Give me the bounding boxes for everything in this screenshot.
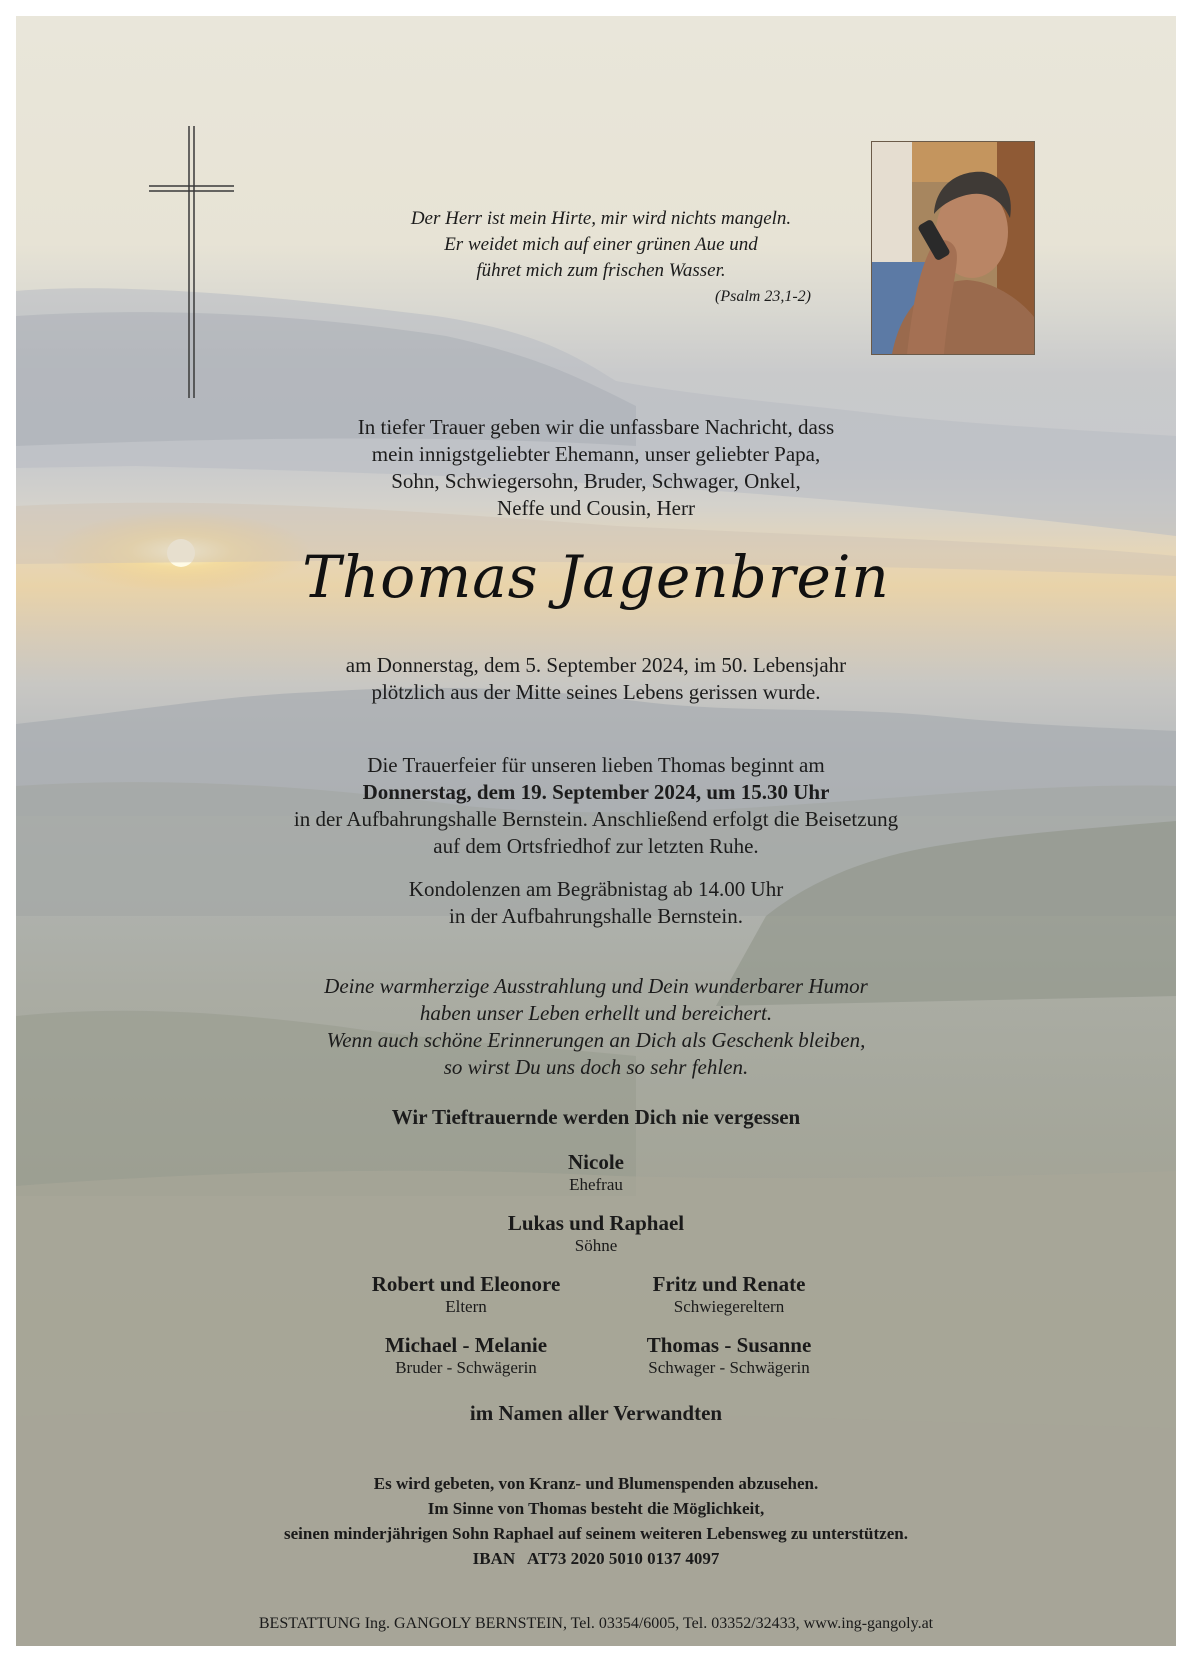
donation-line: seinen minderjährigen Sohn Raphael auf seinem weiteren Lebensweg zu unterstützen.	[284, 1524, 908, 1543]
mourner-siblings-in-law	[579, 1333, 879, 1379]
mourner-name: Nicole	[568, 1150, 624, 1174]
condolence-line: in der Aufbahrungshalle Bernstein.	[449, 904, 743, 928]
mourner-parents-in-law	[579, 1272, 879, 1318]
mourner-wife	[16, 1150, 1176, 1196]
ceremony-place-line: auf dem Ortsfriedhof zur letzten Ruhe.	[433, 834, 759, 858]
mourner-name: Michael - Melanie	[384, 1333, 548, 1357]
obituary-notice	[16, 16, 1176, 1646]
announcement-line: Neffe und Cousin, Herr	[497, 496, 695, 520]
mourner-relation: Schwiegereltern	[673, 1297, 785, 1316]
psalm-line: Er weidet mich auf einer grünen Aue und	[444, 234, 758, 255]
mourner-name: Robert und Eleonore	[371, 1272, 561, 1296]
mourner-relation: Ehefrau	[569, 1175, 623, 1194]
death-line: am Donnerstag, dem 5. September 2024, im 50. Lebensjahr	[345, 653, 847, 677]
donation-line: Es wird gebeten, von Kranz- und Blumenspenden abzusehen.	[373, 1474, 819, 1493]
deceased-name: Thomas Jagenbrein	[302, 543, 890, 611]
mourner-sons	[16, 1211, 1176, 1257]
death-notice	[16, 652, 1176, 706]
mourner-relation: Schwager - Schwägerin	[648, 1358, 810, 1377]
mourner-name: Fritz und Renate	[652, 1272, 806, 1296]
tribute-text	[16, 973, 1176, 1081]
tribute-line: Deine warmherzige Ausstrahlung und Dein wunderbarer Humor	[324, 974, 868, 998]
announcement-text	[16, 414, 1176, 522]
mourner-relation: Bruder - Schwägerin	[395, 1358, 537, 1377]
psalm-quote	[316, 206, 886, 310]
mourner-parents	[316, 1272, 616, 1318]
iban: IBAN AT73 2020 5010 0137 4097	[472, 1549, 720, 1568]
portrait-photo	[871, 141, 1035, 355]
announcement-line: In tiefer Trauer geben wir die unfassbare Nachricht, dass	[357, 415, 835, 439]
cross-icon	[136, 126, 246, 401]
psalm-reference: (Psalm 23,1-2)	[715, 288, 811, 305]
tribute-line: Wenn auch schöne Erinnerungen an Dich als Geschenk bleiben,	[326, 1028, 866, 1052]
undertaker-info: BESTATTUNG Ing. GANGOLY BERNSTEIN, Tel. 03354/6005, Tel. 03352/32433, www.ing-gangoly.at	[258, 1615, 934, 1632]
announcement-line: Sohn, Schwiegersohn, Bruder, Schwager, Onkel,	[391, 469, 801, 493]
mourner-name: Lukas und Raphael	[507, 1211, 685, 1235]
mourner-name: Thomas - Susanne	[646, 1333, 812, 1357]
mourners-closing: im Namen aller Verwandten	[469, 1401, 723, 1425]
mourners-heading: Wir Tieftrauernde werden Dich nie vergessen	[391, 1105, 801, 1129]
condolence-details	[16, 876, 1176, 930]
psalm-line: führet mich zum frischen Wasser.	[476, 260, 726, 281]
tribute-line: so wirst Du uns doch so sehr fehlen.	[443, 1055, 749, 1079]
donation-line: Im Sinne von Thomas besteht die Möglichkeit,	[427, 1499, 765, 1518]
ceremony-place-line: in der Aufbahrungshalle Bernstein. Anschließend erfolgt die Beisetzung	[293, 807, 899, 831]
ceremony-datetime: Donnerstag, dem 19. September 2024, um 15.30 Uhr	[362, 780, 830, 804]
mourner-relation: Eltern	[445, 1297, 487, 1316]
death-line: plötzlich aus der Mitte seines Lebens gerissen wurde.	[371, 680, 821, 704]
psalm-line: Der Herr ist mein Hirte, mir wird nichts mangeln.	[410, 208, 792, 229]
announcement-line: mein innigstgeliebter Ehemann, unser geliebter Papa,	[371, 442, 821, 466]
mourner-relation: Söhne	[574, 1236, 618, 1255]
mourner-siblings	[316, 1333, 616, 1379]
condolence-line: Kondolenzen am Begräbnistag ab 14.00 Uhr	[408, 877, 784, 901]
donation-note	[16, 1471, 1176, 1571]
ceremony-details	[16, 752, 1176, 860]
ceremony-intro: Die Trauerfeier für unseren lieben Thomas beginnt am	[367, 753, 825, 777]
tribute-line: haben unser Leben erhellt und bereichert.	[419, 1001, 773, 1025]
